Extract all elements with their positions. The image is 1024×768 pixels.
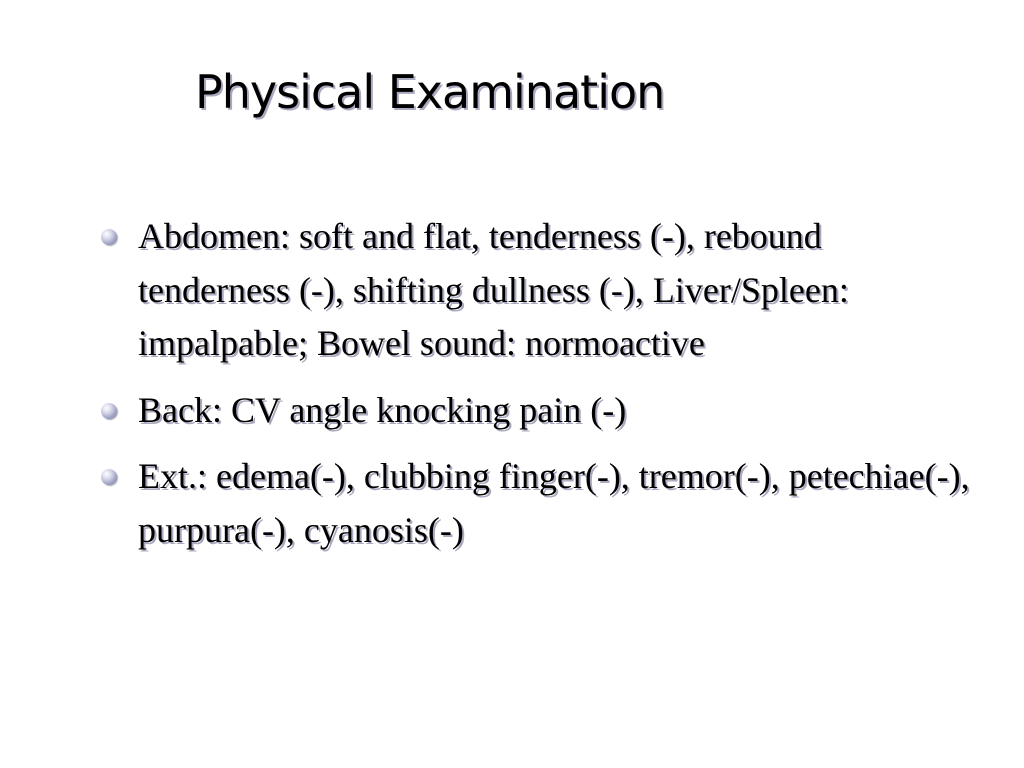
bullet-dot-icon <box>101 403 117 419</box>
bullet-dot-icon <box>101 469 117 485</box>
bullet-text: Back: CV angle knocking pain (-) <box>138 389 627 430</box>
bullet-item-abdomen <box>96 210 976 371</box>
bullet-text: Abdomen: soft and flat, tenderness (-), rebound tenderness (-), shifting dullness (-), Liver/Spleen: impalpable; Bowel sound: normoactive <box>138 216 849 363</box>
bullet-text: Ext.: edema(-), clubbing finger(-), tremor(-), petechiae(-), purpura(-), cyanosis(-) <box>138 456 970 550</box>
bullet-list <box>96 210 976 570</box>
bullet-dot-icon <box>101 229 117 245</box>
bullet-item-back <box>96 384 976 438</box>
bullet-item-ext <box>96 450 976 557</box>
slide-title: Physical Examination <box>195 65 665 119</box>
